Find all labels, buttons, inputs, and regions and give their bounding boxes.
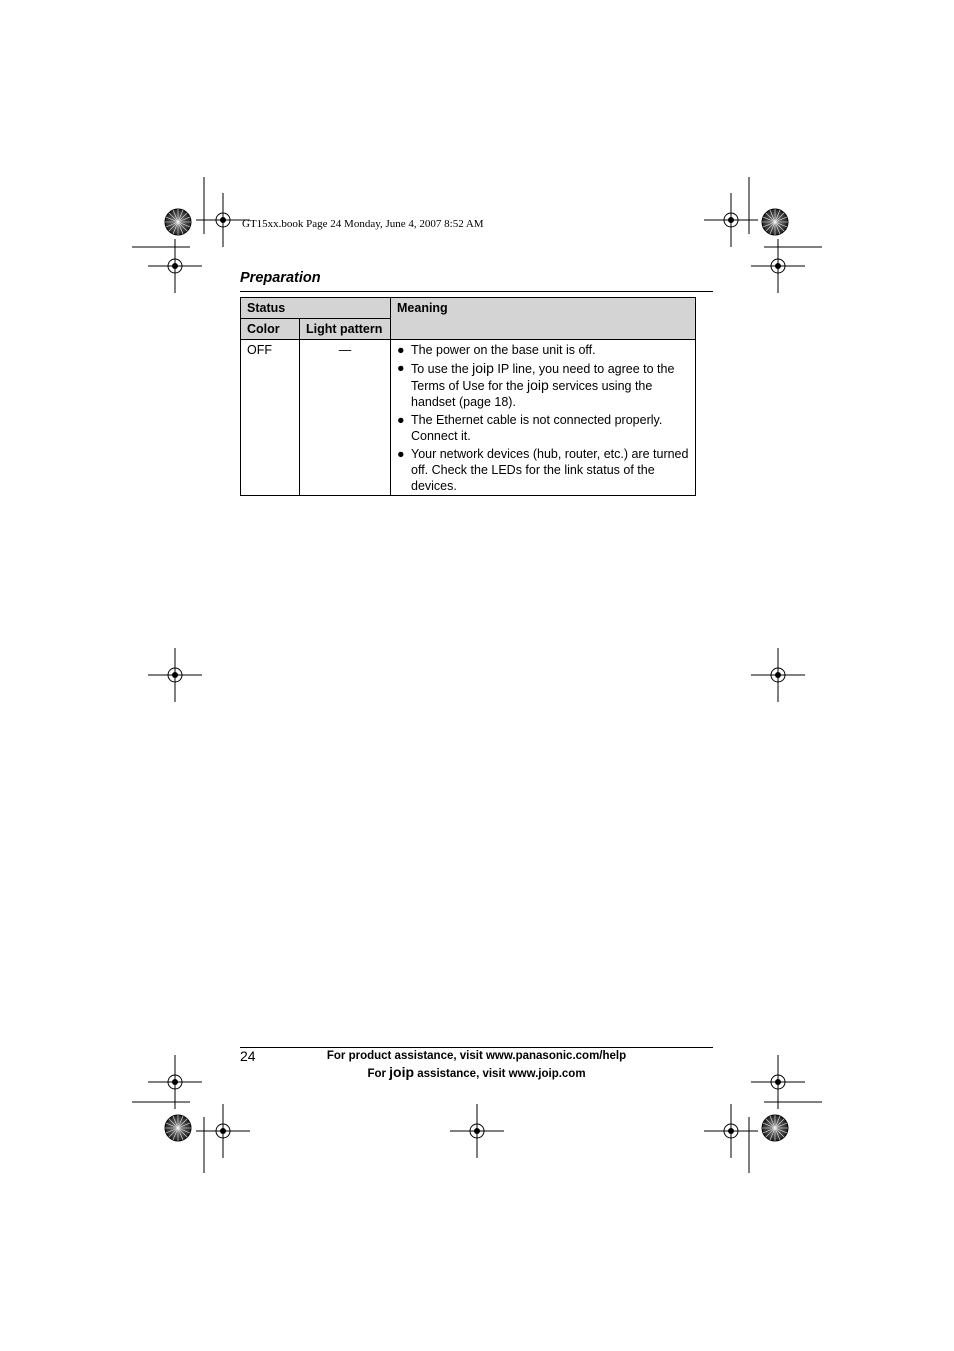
color-cell: OFF <box>241 340 300 496</box>
footer-text: For <box>367 1068 390 1080</box>
file-info-header: GT15xx.book Page 24 Monday, June 4, 2007 8:52 AM <box>242 218 484 230</box>
meaning-text: Your network devices (hub, router, etc.) are turned off. Check the LEDs for the link status of the devices. <box>411 447 689 493</box>
footer-line-1: For product assistance, visit www.panasonic.com/help <box>326 1050 627 1062</box>
joip-brand: joip <box>527 377 549 393</box>
meaning-header: Meaning <box>391 298 696 340</box>
footer-line-2 <box>240 1064 713 1082</box>
list-item <box>397 360 689 410</box>
joip-brand: joip <box>389 1064 415 1080</box>
bullet-icon: ● <box>397 361 405 375</box>
bullet-icon: ● <box>397 413 405 427</box>
led-status-table <box>240 297 696 496</box>
meaning-text: services using the handset (page 18). <box>411 379 653 409</box>
list-item <box>397 412 689 444</box>
page-number: 24 <box>240 1048 256 1064</box>
light-pattern-header: Light pattern <box>300 319 391 340</box>
meaning-text: To use the <box>411 362 473 376</box>
meaning-text: The power on the base unit is off. <box>411 343 596 357</box>
status-header: Status <box>241 298 391 319</box>
color-header: Color <box>241 319 300 340</box>
footer-text: assistance, visit www.joip.com <box>414 1068 586 1080</box>
table-header-row <box>241 298 696 319</box>
light-pattern-cell: — <box>300 340 391 496</box>
bullet-icon: ● <box>397 343 405 357</box>
meaning-list <box>397 342 689 494</box>
joip-brand: joip <box>472 360 494 376</box>
list-item <box>397 342 689 358</box>
meaning-text: IP line, you need to agree to the Terms of Use for the <box>411 362 675 393</box>
meaning-cell <box>391 340 696 496</box>
header-rule <box>240 291 713 292</box>
list-item <box>397 446 689 494</box>
table-row <box>241 340 696 496</box>
meaning-text: The Ethernet cable is not connected properly. Connect it. <box>411 413 663 443</box>
footer <box>240 1048 713 1082</box>
bullet-icon: ● <box>397 447 405 461</box>
section-title: Preparation <box>240 270 321 286</box>
